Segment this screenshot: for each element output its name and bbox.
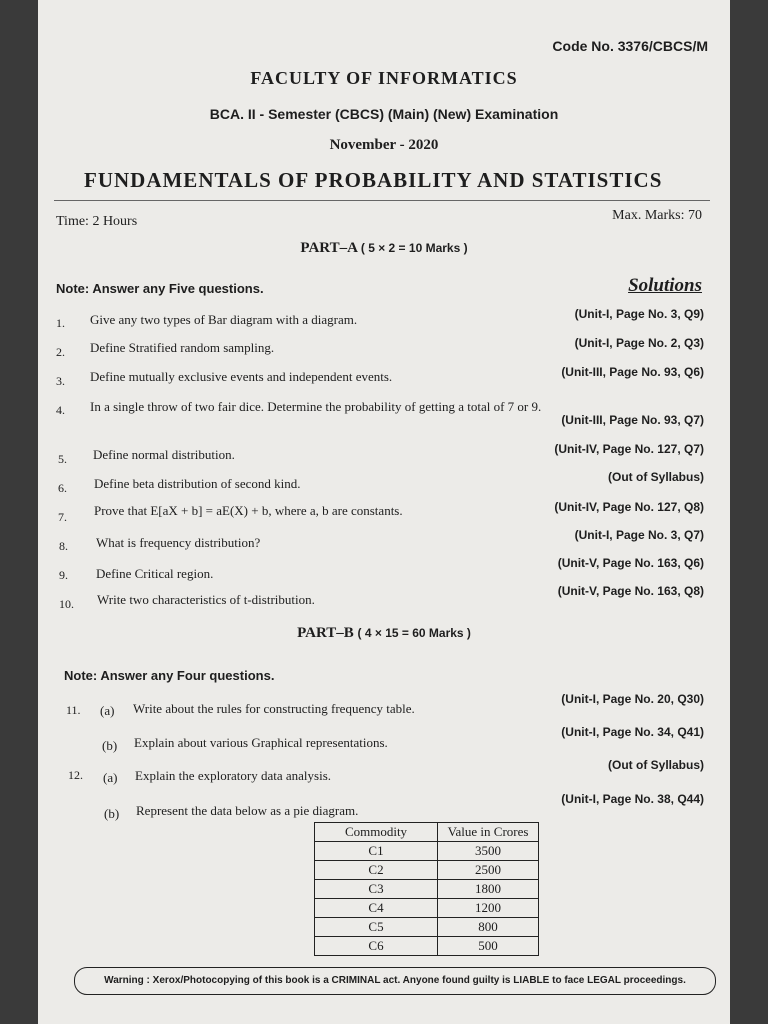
question-number: 10. <box>59 597 74 611</box>
question-ref: (Unit-III, Page No. 93, Q6) <box>561 365 704 379</box>
copyright-warning: Warning : Xerox/Photocopying of this book is a CRIMINAL act. Anyone found guilty is LIABLE to face LEGAL proceedings. <box>74 967 716 995</box>
question-number: 8. <box>59 539 68 553</box>
question-subpart: (b) <box>104 806 120 821</box>
question-text: In a single throw of two fair dice. Determine the probability of getting a total of 7 or 9. <box>90 399 542 414</box>
question-ref: (Unit-I, Page No. 38, Q44) <box>561 792 704 806</box>
part-b-note: Note: Answer any Four questions. <box>64 668 275 683</box>
question-text: Write two characteristics of t-distribution. <box>97 592 315 607</box>
exam-time: Time: 2 Hours <box>56 214 138 229</box>
question-text: What is frequency distribution? <box>96 535 261 550</box>
exam-month: November - 2020 <box>329 137 439 153</box>
table-cell: C2 <box>315 861 438 880</box>
question-text: Give any two types of Bar diagram with a diagram. <box>90 312 358 327</box>
commodity-table <box>314 822 539 956</box>
part-b-heading <box>38 625 730 642</box>
table-cell: 500 <box>438 937 539 956</box>
question-number: 7. <box>58 510 67 524</box>
question-subpart: (a) <box>100 703 115 718</box>
table-row <box>315 861 539 880</box>
question-subpart: (a) <box>103 770 118 785</box>
question-text: Explain about various Graphical representations. <box>134 735 388 750</box>
question-text: Explain the exploratory data analysis. <box>135 768 332 783</box>
question-number: 11. <box>66 703 81 717</box>
table-row <box>315 918 539 937</box>
table-cell: 1200 <box>438 899 539 918</box>
question-text: Represent the data below as a pie diagram. <box>136 803 359 818</box>
question-subpart: (b) <box>102 738 118 753</box>
table-cell: 3500 <box>438 842 539 861</box>
part-a-note: Note: Answer any Five questions. <box>56 281 264 296</box>
question-number: 9. <box>59 568 68 582</box>
question-text: Define mutually exclusive events and independent events. <box>90 369 393 384</box>
question-text: Write about the rules for constructing frequency table. <box>133 701 415 716</box>
table-cell: C4 <box>315 899 438 918</box>
question-ref: (Unit-IV, Page No. 127, Q8) <box>554 500 704 514</box>
table-cell: 1800 <box>438 880 539 899</box>
question-text: Define beta distribution of second kind. <box>94 476 301 491</box>
question-text: Define normal distribution. <box>93 447 235 462</box>
question-number: 2. <box>56 345 65 359</box>
part-a-title: PART–A <box>300 240 358 256</box>
question-number: 3. <box>56 374 65 388</box>
question-ref: (Unit-I, Page No. 2, Q3) <box>574 336 704 350</box>
question-number: 5. <box>58 452 67 466</box>
table-row <box>315 937 539 956</box>
header-rule <box>54 200 710 201</box>
table-row <box>315 899 539 918</box>
table-cell: 800 <box>438 918 539 937</box>
table-cell: 2500 <box>438 861 539 880</box>
max-marks: Max. Marks: 70 <box>612 208 702 223</box>
table-row <box>315 842 539 861</box>
part-a-marks: ( 5 × 2 = 10 Marks ) <box>360 241 468 255</box>
table-header: Value in Crores <box>438 823 539 842</box>
question-text: Define Stratified random sampling. <box>90 340 275 355</box>
question-ref: (Unit-I, Page No. 3, Q9) <box>574 307 704 321</box>
question-ref: (Out of Syllabus) <box>608 470 704 484</box>
solutions-label: Solutions <box>628 275 702 296</box>
question-number: 6. <box>58 481 67 495</box>
question-ref: (Unit-V, Page No. 163, Q8) <box>557 584 704 598</box>
question-number: 4. <box>56 403 65 417</box>
question-ref: (Unit-I, Page No. 3, Q7) <box>574 528 704 542</box>
part-b-marks: ( 4 × 15 = 60 Marks ) <box>357 626 471 640</box>
question-number: 1. <box>56 316 65 330</box>
table-header: Commodity <box>315 823 438 842</box>
part-b-title: PART–B <box>297 625 354 641</box>
question-ref: (Unit-IV, Page No. 127, Q7) <box>554 442 704 456</box>
table-header-row <box>315 823 539 842</box>
table-row <box>315 880 539 899</box>
exam-title: BCA. II - Semester (CBCS) (Main) (New) Examination <box>209 106 559 122</box>
table-cell: C5 <box>315 918 438 937</box>
question-ref: (Unit-I, Page No. 20, Q30) <box>561 692 704 706</box>
question-text: Prove that E[aX + b] = aE(X) + b, where a, b are constants. <box>94 503 403 518</box>
question-number: 12. <box>68 768 83 782</box>
table-cell: C1 <box>315 842 438 861</box>
question-ref: (Unit-V, Page No. 163, Q6) <box>557 556 704 570</box>
part-a-heading <box>38 240 730 257</box>
table-cell: C3 <box>315 880 438 899</box>
question-ref: (Unit-I, Page No. 34, Q41) <box>561 725 704 739</box>
subject-title: FUNDAMENTALS OF PROBABILITY AND STATISTICS <box>84 168 663 192</box>
exam-page <box>38 0 730 1024</box>
table-cell: C6 <box>315 937 438 956</box>
question-ref: (Out of Syllabus) <box>608 758 704 772</box>
question-text: Define Critical region. <box>96 566 214 581</box>
code-number: Code No. 3376/CBCS/M <box>552 38 708 54</box>
faculty-title: FACULTY OF INFORMATICS <box>250 68 518 88</box>
question-ref: (Unit-III, Page No. 93, Q7) <box>561 413 704 427</box>
